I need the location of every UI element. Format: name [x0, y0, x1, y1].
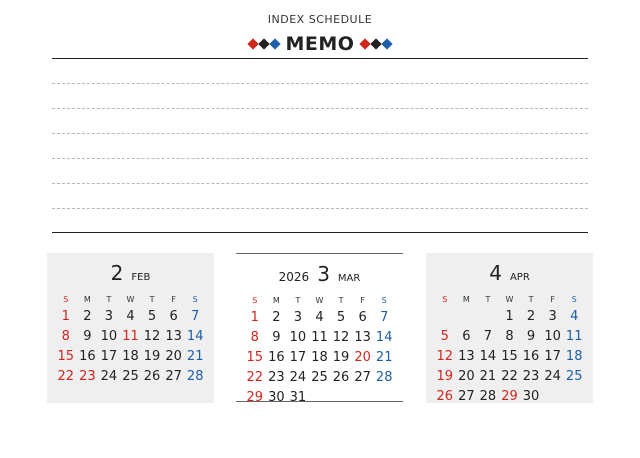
calendar-day: 3	[293, 310, 303, 325]
calendar-day: 5	[147, 309, 157, 324]
calendar-day: 12	[143, 329, 161, 344]
calendar-empty-cell	[330, 388, 352, 408]
calendar-day: 1	[250, 310, 259, 325]
calendar-day: 3	[104, 309, 114, 324]
calendar-empty-cell	[563, 387, 585, 407]
calendar-day: 11	[565, 329, 583, 344]
calendar-day: 28	[479, 389, 497, 404]
calendar-day: 8	[505, 329, 514, 344]
calendar-day: 22	[57, 369, 75, 384]
weekday-label: F	[360, 296, 365, 305]
calendar-day: 21	[479, 369, 497, 384]
calendar-day: 15	[57, 349, 75, 364]
calendar-day: 15	[501, 349, 518, 364]
weekday-label: S	[252, 296, 258, 305]
memo-title: MEMO	[285, 33, 355, 55]
calendar-day: 4	[315, 310, 324, 325]
calendar-header	[426, 261, 593, 285]
weekday-label: S	[442, 295, 448, 304]
calendar-day: 7	[380, 310, 389, 325]
blue-diamond-icon	[382, 38, 393, 49]
calendar-day: 17	[289, 350, 307, 365]
calendar-empty-cell	[352, 388, 374, 408]
blue-diamond-icon	[269, 38, 280, 49]
calendar-day: 2	[83, 309, 92, 324]
memo-bottom-rule	[52, 232, 588, 233]
calendar-empty-cell	[373, 388, 395, 408]
calendar-empty-cell	[477, 307, 499, 327]
calendar-day: 9	[83, 329, 92, 344]
calendar-day: 6	[462, 329, 471, 344]
calendar-day: 27	[458, 389, 475, 404]
weekday-label: T	[295, 296, 301, 305]
weekday-label: F	[171, 295, 176, 304]
calendar-day: 25	[122, 369, 139, 384]
calendar-mar	[236, 253, 403, 405]
calendar-day: 1	[505, 309, 514, 324]
calendar-day: 30	[268, 390, 285, 405]
header-subtitle: INDEX SCHEDULE	[267, 13, 373, 26]
weekday-label: W	[505, 295, 514, 304]
calendar-day: 19	[143, 349, 161, 364]
calendar-day: 14	[479, 349, 497, 364]
calendar-day: 10	[289, 330, 307, 345]
calendar-day: 16	[522, 349, 540, 364]
month-number: 4	[489, 261, 502, 285]
calendar-day: 5	[440, 329, 449, 344]
calendar-apr	[426, 253, 593, 403]
calendar-day: 3	[548, 309, 557, 324]
red-diamond-icon	[247, 38, 258, 49]
calendar-day: 6	[169, 309, 178, 324]
calendar-day: 28	[186, 369, 204, 384]
calendar-day: 29	[501, 389, 518, 404]
calendar-day: 28	[375, 370, 393, 385]
calendar-day: 9	[272, 330, 281, 345]
calendar-day: 2	[526, 309, 536, 324]
memo-line	[52, 108, 588, 109]
memo-line	[52, 183, 588, 184]
weekday-label: M	[272, 296, 280, 305]
memo-line	[52, 208, 588, 209]
calendar-day: 16	[79, 349, 96, 364]
calendar-day: 7	[191, 309, 200, 324]
weekday-label: S	[192, 295, 198, 304]
calendar-day: 20	[354, 350, 371, 365]
calendar-day: 29	[246, 390, 264, 405]
weekday-label: S	[571, 295, 577, 304]
memo-line	[52, 83, 588, 84]
calendar-day: 18	[311, 350, 328, 365]
calendar-day: 10	[544, 329, 561, 344]
memo-top-rule	[52, 58, 588, 59]
calendar-day: 27	[354, 370, 371, 385]
calendar-day: 9	[526, 329, 536, 344]
calendar-day: 2	[272, 310, 281, 325]
calendar-day: 18	[565, 349, 583, 364]
calendar-day: 24	[289, 370, 307, 385]
calendar-day: 30	[522, 389, 540, 404]
calendar-day: 22	[501, 369, 518, 384]
weekday-label: W	[126, 295, 135, 304]
calendar-day: 14	[375, 330, 393, 345]
calendar-day: 23	[268, 370, 285, 385]
weekday-label: F	[550, 295, 555, 304]
calendar-day: 17	[544, 349, 561, 364]
calendar-year: 2026	[278, 270, 310, 284]
weekday-label: T	[149, 295, 155, 304]
month-number: 3	[317, 262, 330, 286]
calendar-day: 31	[289, 390, 307, 405]
calendar-day: 17	[100, 349, 118, 364]
calendar-grid	[434, 293, 585, 407]
calendar-empty-cell	[456, 307, 478, 327]
calendar-grid	[55, 293, 206, 387]
calendar-day: 27	[165, 369, 182, 384]
weekday-label: T	[338, 296, 344, 305]
calendar-day: 5	[336, 310, 346, 325]
weekday-label: T	[485, 295, 491, 304]
calendar-day: 6	[358, 310, 367, 325]
calendar-day: 4	[126, 309, 135, 324]
calendar-day: 13	[354, 330, 371, 345]
weekday-label: S	[381, 296, 387, 305]
black-diamond-icon	[258, 38, 269, 49]
month-abbr: MAR	[337, 273, 361, 284]
calendar-header	[47, 261, 214, 285]
calendar-empty-cell	[542, 387, 564, 407]
calendar-empty-cell	[434, 307, 456, 327]
calendar-empty-cell	[309, 388, 331, 408]
diamond-ornament-right	[360, 40, 392, 48]
calendar-day: 19	[332, 350, 350, 365]
calendar-day: 16	[268, 350, 285, 365]
calendar-grid	[244, 294, 395, 408]
calendar-day: 1	[61, 309, 70, 324]
calendar-feb	[47, 253, 214, 403]
calendar-day: 19	[436, 369, 454, 384]
weekday-label: S	[63, 295, 69, 304]
memo-line	[52, 133, 588, 134]
month-abbr: FEB	[131, 272, 151, 283]
weekday-label: T	[528, 295, 534, 304]
calendar-day: 20	[165, 349, 182, 364]
calendar-day: 26	[436, 389, 454, 404]
weekday-label: M	[83, 295, 91, 304]
calendar-day: 15	[246, 350, 264, 365]
calendar-day: 22	[246, 370, 264, 385]
calendar-day: 23	[79, 369, 96, 384]
calendar-day: 18	[122, 349, 139, 364]
calendar-header	[236, 262, 403, 286]
calendar-day: 7	[483, 329, 493, 344]
month-number: 2	[110, 261, 124, 285]
calendar-day: 11	[122, 329, 139, 344]
calendar-day: 8	[61, 329, 70, 344]
calendar-day: 14	[186, 329, 204, 344]
calendar-day: 25	[311, 370, 328, 385]
weekday-label: M	[462, 295, 470, 304]
calendar-day: 13	[458, 349, 475, 364]
calendar-day: 10	[100, 329, 118, 344]
calendar-day: 25	[565, 369, 583, 384]
calendar-day: 24	[544, 369, 561, 384]
calendar-day: 21	[186, 349, 204, 364]
calendar-day: 8	[250, 330, 259, 345]
calendar-day: 11	[311, 330, 328, 345]
calendar-day: 23	[522, 369, 540, 384]
memo-line	[52, 158, 588, 159]
calendar-day: 13	[165, 329, 182, 344]
calendar-day: 24	[100, 369, 118, 384]
calendar-day: 21	[375, 350, 393, 365]
calendar-day: 26	[332, 370, 350, 385]
memo-heading	[0, 32, 640, 56]
weekday-label: W	[315, 296, 324, 305]
calendar-day: 12	[332, 330, 350, 345]
calendar-day: 4	[570, 309, 579, 324]
diamond-ornament-left	[248, 40, 280, 48]
calendar-day: 26	[143, 369, 161, 384]
calendar-day: 12	[436, 349, 454, 364]
weekday-label: T	[106, 295, 112, 304]
month-abbr: APR	[509, 272, 530, 283]
calendar-day: 20	[458, 369, 475, 384]
